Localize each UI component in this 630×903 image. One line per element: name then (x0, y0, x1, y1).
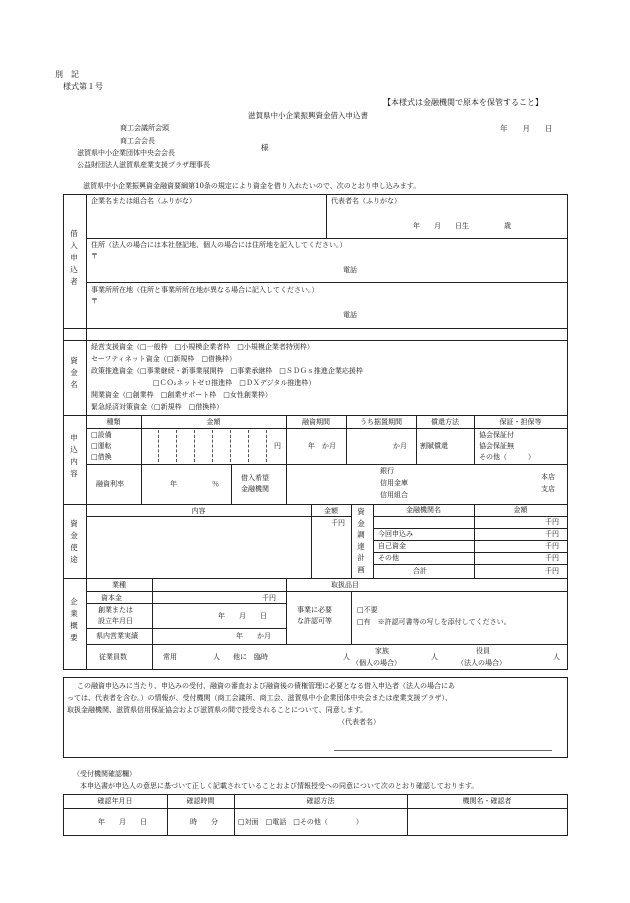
row-line (86, 644, 568, 645)
col-line (286, 464, 287, 504)
confirm-mid (63, 808, 568, 809)
fund-line: 経営支援資金（□一般枠 □小規模企業者枠 □小規模企業者特別枠） (91, 343, 314, 351)
bank-type: 銀行 (380, 467, 394, 475)
business-section-label: 企業概要 (70, 597, 78, 642)
phone-label: 電話 (343, 266, 357, 274)
col-guarantee: 保証・担保等 (499, 418, 542, 426)
col-line (141, 415, 142, 464)
usage-col-content: 内容 (191, 507, 206, 515)
bank-wish-label: 借入希望 (241, 474, 269, 482)
bank-type: 信用組合 (380, 491, 408, 499)
person-unit: 人 (343, 653, 350, 661)
storage-notice: 【本様式は金融機関で原本を保管すること】 (383, 98, 543, 107)
consent-box-bottom (63, 757, 568, 758)
family-note: （個人の場合） (352, 659, 401, 667)
col-line (286, 578, 287, 644)
company-name-label: 企業名または組合名（ふりがな） (91, 197, 196, 205)
birth-label: 年 月 日生 歳 (413, 222, 511, 230)
usage-col-amount: 金額 (324, 507, 338, 515)
address-label: 住所（法人の場合には本社登記地、個人の場合には住所地を記入してください。） (91, 241, 347, 249)
capital-unit: 千円 (262, 594, 276, 602)
employees-label: 従業員数 (99, 653, 127, 661)
row-line (86, 428, 568, 429)
section-line (63, 340, 568, 341)
confirm-statement: 本申込書が申込人の意思に基づいて正しく記載されていることおよび情報授受への同意について次のとおり確認しております。 (80, 782, 479, 790)
col-line (351, 504, 352, 578)
funding-row-label: 自己資金 (378, 542, 406, 550)
rep-name-label: 代表者名（ふりがな） (331, 197, 401, 205)
col-type: 種類 (106, 418, 121, 426)
frame-top (63, 194, 568, 195)
row-line (373, 528, 568, 529)
frame-left (63, 194, 64, 670)
officers-note: （法人の場合） (457, 659, 506, 667)
col-line (416, 415, 417, 464)
regular-label: 常用 (163, 653, 177, 661)
col-period: 融資期間 (302, 418, 330, 426)
col-confirm-date: 確認年月日 (97, 797, 133, 805)
label-col-divider (86, 194, 87, 670)
founded-date: 年 月 日 (218, 612, 267, 620)
col-line (346, 415, 347, 464)
row-line (86, 238, 568, 239)
page-title: 滋賀県中小企業振興資金借入申込書 (248, 111, 368, 120)
fund-line: 緊急経済対策資金（□新規枠 □借換枠） (91, 403, 224, 411)
confirm-method-value[interactable]: □対面 □電話 □その他（ ） (238, 818, 363, 826)
phone-label: 電話 (343, 311, 357, 319)
rep-name-label: （代表者名） (338, 718, 380, 726)
guarantee-item: その他（ ） (479, 453, 535, 461)
addressee-federation: 滋賀県中小企業団体中央会会長 (77, 149, 175, 157)
col-repay: 償還方法 (431, 418, 459, 426)
funding-label: 資金調達計画 (357, 507, 365, 574)
row-line (373, 540, 568, 541)
office-label: 事業所所在地（住所と事業所所在地が異なる場合に記入してください。） (91, 286, 319, 294)
col-line (286, 415, 287, 464)
fund-line: 開業資金（□創業枠 □創業サポート枠 □女性創業枠） (91, 391, 272, 399)
rate-year: 年 (170, 480, 177, 488)
bank-type: 信用金庫 (380, 479, 408, 487)
applicant-section-label: 借入申込者 (70, 229, 78, 286)
founded-label: 設立年月日 (98, 617, 133, 625)
funding-unit: 千円 (545, 554, 559, 562)
row-line (86, 282, 568, 283)
col-grace: うち据置期間 (360, 418, 402, 426)
amount-digit-guide (194, 430, 195, 462)
col-line (567, 794, 568, 836)
shiten-label: 支店 (541, 485, 555, 493)
col-confirm-org: 機関名・確認者 (462, 797, 512, 805)
col-confirm-time: 確認時間 (186, 797, 215, 805)
funding-total-label: 合計 (413, 567, 427, 575)
guarantee-item: 協会保証無 (479, 442, 514, 450)
funding-unit: 千円 (545, 530, 559, 538)
row-line (86, 628, 286, 629)
section-line (63, 328, 568, 329)
rep-signature-line[interactable] (334, 750, 552, 751)
row-line (373, 516, 568, 517)
consent-box-right (567, 677, 568, 758)
intro-text: 滋賀県中小企業振興資金融資要綱第10条の規定により資金を借り入れたいので、次のとおり申し込みます。 (83, 182, 421, 190)
funding-row-label: 今回申込み (378, 530, 413, 538)
repay-value: 割賦償還 (420, 442, 448, 450)
sama-label: 様 (261, 143, 269, 152)
row-line (373, 564, 568, 565)
person-unit: 人 (213, 653, 220, 661)
fund-line: □ＣＯ₂ネットゼロ推進枠 □ＤＸデジタル推進枠） (153, 379, 316, 387)
type-option[interactable]: □借換 (91, 453, 112, 461)
guarantee-item: 協会保証付 (479, 431, 514, 439)
addressee-chamber: 商工会議所会頭 (120, 124, 169, 132)
sen-yen-unit: 千円 (331, 519, 345, 527)
section-line (63, 578, 568, 579)
confirm-bottom (63, 835, 568, 836)
honten-label: 本店 (541, 473, 555, 481)
funding-unit: 千円 (545, 567, 559, 575)
amount-digit-guide (248, 430, 249, 462)
row-line (86, 516, 352, 517)
temp-label: 他に 臨時 (233, 653, 268, 661)
type-option[interactable]: □運転 (91, 442, 112, 450)
frame-right (567, 194, 568, 670)
row-line (373, 552, 568, 553)
track-record-label: 県内営業実績 (96, 632, 138, 640)
consent-box-top (63, 677, 568, 678)
col-line (231, 464, 232, 504)
amount-digit-guide (266, 430, 267, 462)
consent-line: 取扱金融機関、滋賀県信用保証協会および滋賀県の間で授受されることについて、同意します。 (67, 706, 368, 714)
rep-divider (326, 194, 327, 238)
usage-section-label: 資金使途 (70, 519, 78, 564)
section-line (63, 415, 568, 416)
postal-mark: 〒 (91, 297, 98, 305)
confirm-date-value: 年 月 日 (98, 818, 147, 826)
amount-digit-guide (176, 430, 177, 462)
row-line (86, 603, 286, 604)
betsuki-label: 別 記 (55, 70, 79, 79)
addressee-plaza: 公益財団法人滋賀県産業支援プラザ理事長 (77, 161, 210, 169)
permit-label: な許認可等 (297, 617, 332, 625)
col-line (351, 591, 352, 644)
col-line (152, 578, 153, 644)
consent-line: この融資申込みに当たり、申込みの受付、融資の審査および融資後の債権管理に必要となる借入申込者（法人の場合にあ (77, 682, 455, 690)
fund-line: セーフティネット資金（□新規枠 □借換枠） (91, 355, 237, 363)
amount-digit-guide (230, 430, 231, 462)
person-unit: 人 (553, 653, 560, 661)
capital-label: 資本金 (101, 594, 122, 602)
col-line (152, 644, 153, 670)
bank-wish-label: 金融機関 (241, 485, 269, 493)
yen-unit: 円 (274, 442, 281, 450)
section-line (63, 504, 568, 505)
col-line (311, 504, 312, 578)
track-record-value: 年 か月 (236, 632, 271, 640)
frame-bottom (63, 669, 568, 670)
person-unit: 人 (431, 653, 438, 661)
rate-label: 融資利率 (96, 480, 124, 488)
amount-digit-guide (212, 430, 213, 462)
family-label: 家族 (375, 647, 389, 655)
funding-row-label: その他 (378, 554, 399, 562)
confirm-heading: （受付機関確認欄） (73, 770, 136, 778)
funding-unit: 千円 (545, 542, 559, 550)
fund-line: 政策推進資金（□事業継続・新事業展開枠 □事業承継枠 □ＳＤＧｓ推進企業応援枠 (91, 367, 363, 375)
items-label: 取扱品目 (331, 581, 359, 589)
col-amount: 金額 (206, 418, 221, 426)
confirm-time-value: 時 分 (190, 818, 218, 826)
application-section-label: 申込内容 (70, 433, 78, 478)
amount-digit-guide (158, 430, 159, 462)
postal-mark: 〒 (91, 252, 98, 260)
industry-label: 業種 (112, 581, 126, 589)
period-value: 年 か月 (308, 442, 336, 450)
permit-no-option[interactable]: □不要 (357, 606, 378, 614)
addressee-commerce: 商工会会長 (120, 137, 155, 145)
funding-unit: 千円 (545, 518, 559, 526)
confirm-top (63, 794, 568, 795)
type-option[interactable]: □設備 (91, 431, 112, 439)
consent-line: っては、代表者を含む。）の情報が、受付機関（商工会議所、商工会、滋賀県中小企業団体中央会または産業支援プラザ）、 (67, 694, 452, 702)
permit-label: 事業に必要 (297, 606, 332, 614)
row-line (86, 464, 568, 465)
row-line (86, 591, 568, 592)
fund-section-label: 資金名 (70, 356, 78, 389)
grace-value: か月 (393, 442, 407, 450)
funding-col-amount: 金額 (513, 506, 528, 514)
permit-yes-option[interactable]: □有 ※許認可書等の写しを添付してください。 (357, 618, 511, 626)
rate-pct: ％ (212, 480, 219, 488)
funding-col-source: 金融機関名 (406, 506, 441, 514)
date-label: 年 月 日 (500, 124, 553, 133)
consent-box-left (63, 677, 64, 758)
col-line (141, 464, 142, 504)
officers-label: 役員 (476, 647, 490, 655)
col-confirm-method: 確認方法 (306, 797, 335, 805)
founded-label: 創業または (98, 606, 133, 614)
form-number: 様式第１号 (63, 82, 103, 91)
col-line (474, 415, 475, 464)
